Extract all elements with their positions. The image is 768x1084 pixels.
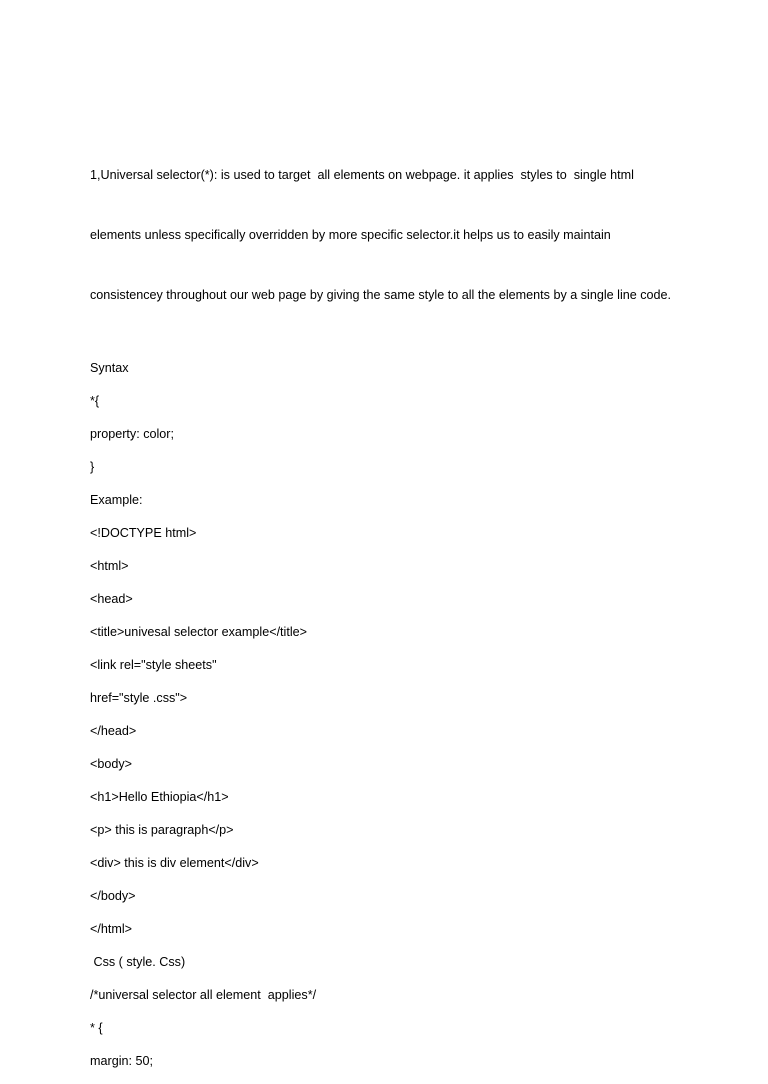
code-line: <!DOCTYPE html> bbox=[90, 526, 197, 540]
intro-line: 1,Universal selector(*): is used to target all elements on webpage. it applies styles to single html bbox=[90, 168, 634, 182]
css-heading: Css ( style. Css) bbox=[90, 955, 186, 969]
code-line: <link rel="style sheets" bbox=[90, 658, 217, 672]
code-line: <html> bbox=[90, 559, 129, 573]
intro-paragraph bbox=[90, 125, 690, 345]
code-line: </html> bbox=[90, 922, 132, 936]
code-line: /*universal selector all element applies*/ bbox=[90, 988, 317, 1002]
code-line: <body> bbox=[90, 757, 133, 771]
code-line: </head> bbox=[90, 724, 137, 738]
document-body bbox=[90, 125, 690, 1084]
code-line: <p> this is paragraph</p> bbox=[90, 823, 234, 837]
syntax-heading: Syntax bbox=[90, 361, 129, 375]
code-line: margin: 50; bbox=[90, 1054, 153, 1068]
code-line: </body> bbox=[90, 889, 136, 903]
code-line: <h1>Hello Ethiopia</h1> bbox=[90, 790, 229, 804]
code-line: <title>univesal selector example</title> bbox=[90, 625, 308, 639]
intro-line: consistencey throughout our web page by giving the same style to all the elements by a single line code. bbox=[90, 288, 672, 302]
example-heading: Example: bbox=[90, 493, 143, 507]
code-line: <div> this is div element</div> bbox=[90, 856, 259, 870]
intro-line: elements unless specifically overridden by more specific selector.it helps us to easily maintain bbox=[90, 228, 611, 242]
code-line: *{ bbox=[90, 394, 100, 408]
code-line: <head> bbox=[90, 592, 133, 606]
code-line: * { bbox=[90, 1021, 103, 1035]
code-line: property: color; bbox=[90, 427, 174, 441]
code-line: } bbox=[90, 460, 95, 474]
code-line: href="style .css"> bbox=[90, 691, 188, 705]
